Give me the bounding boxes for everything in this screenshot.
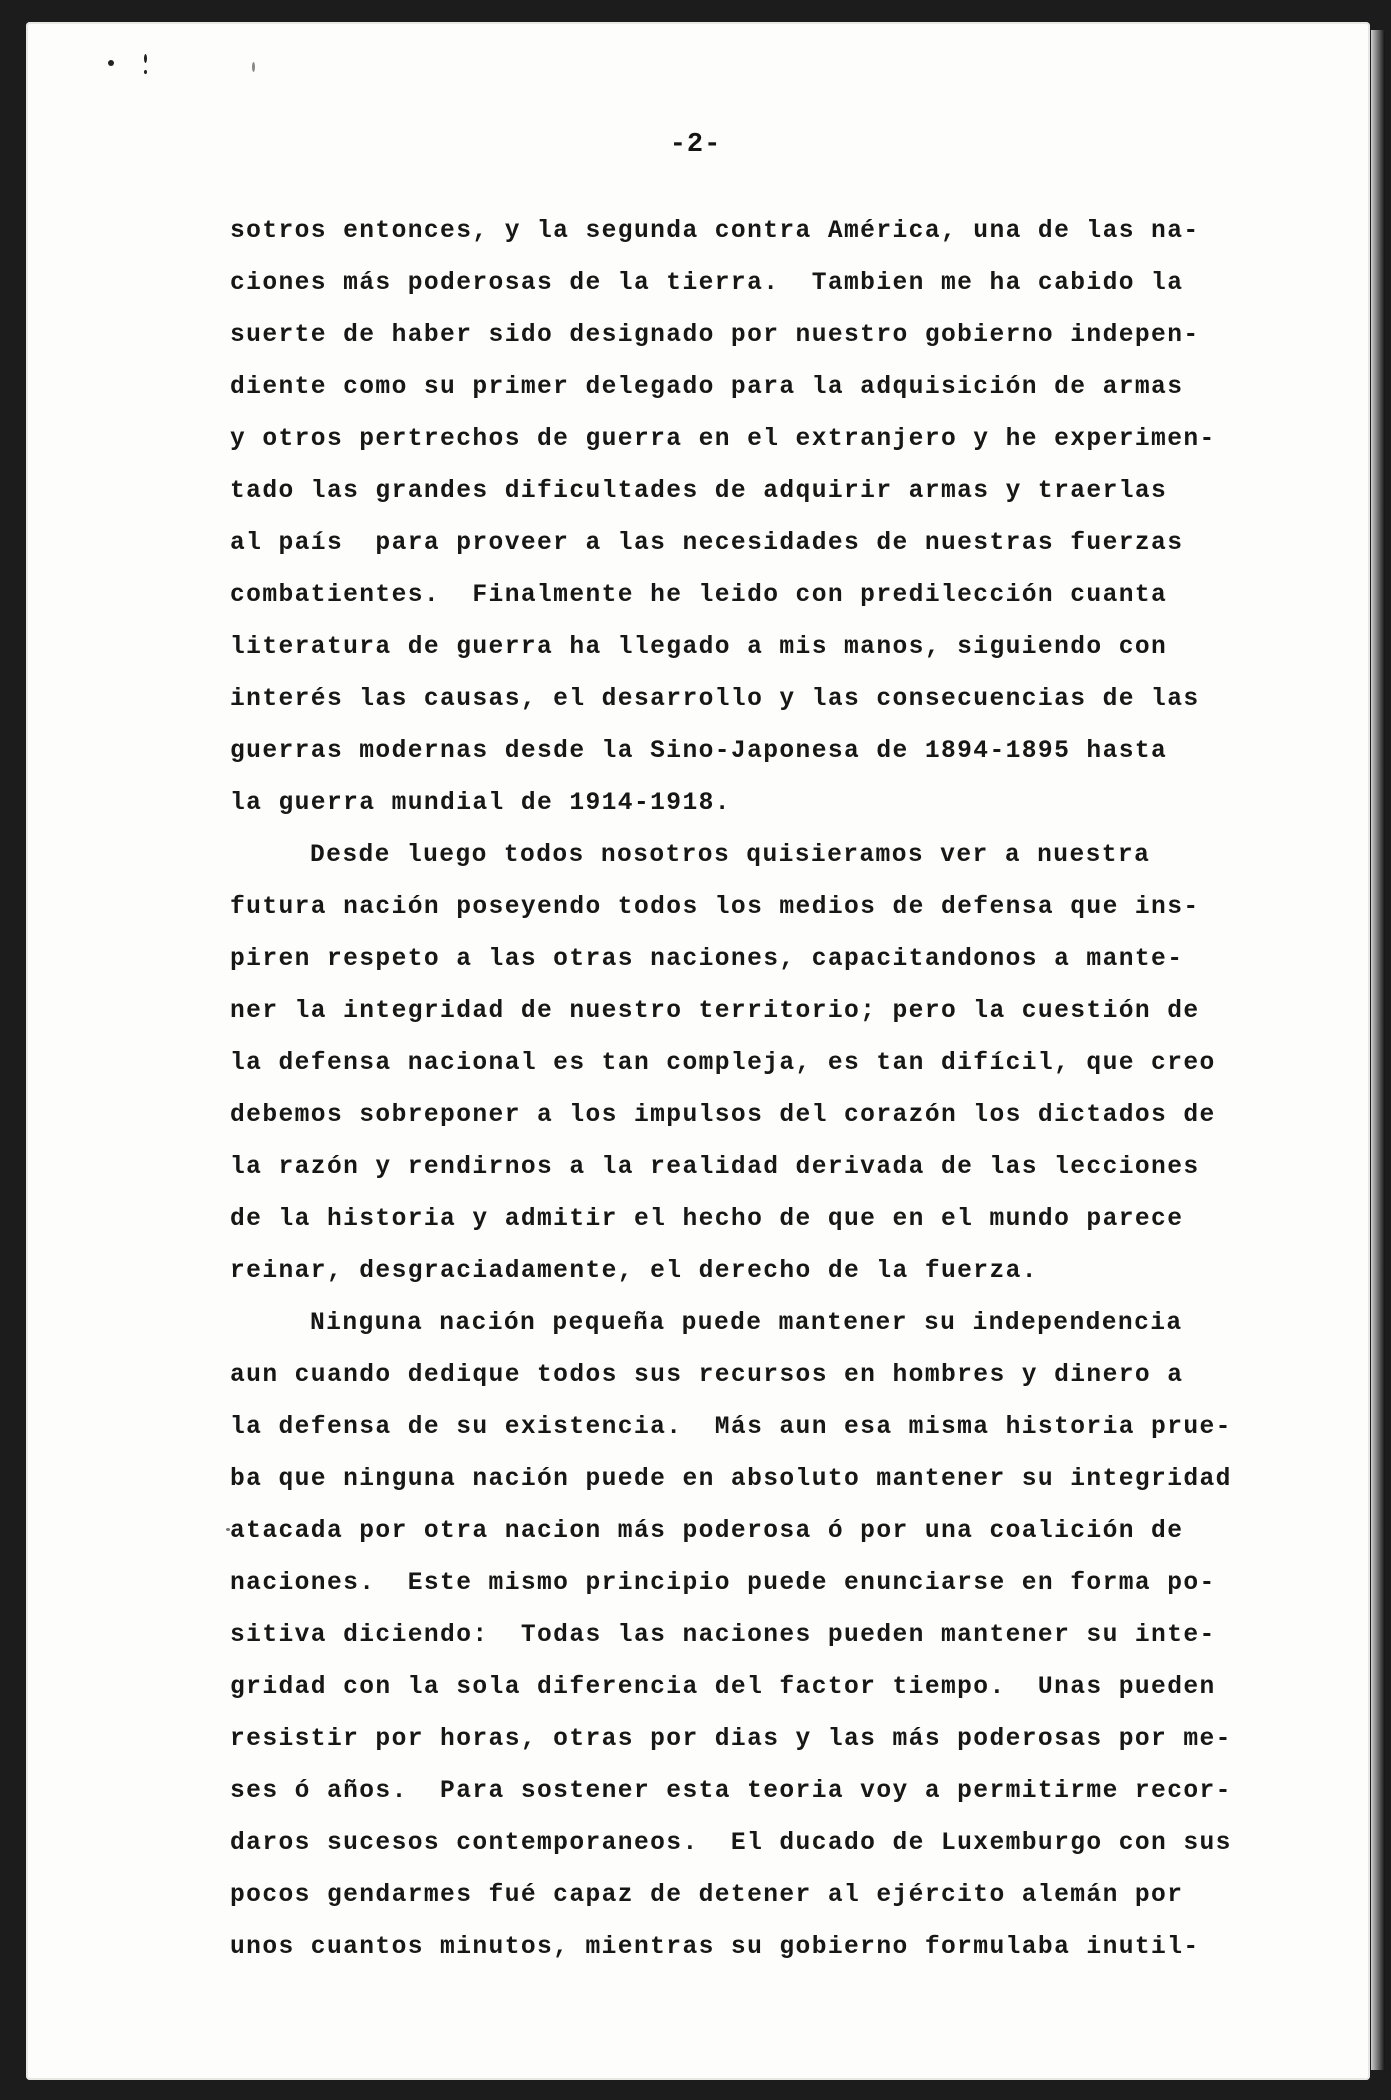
text-line: ner la integridad de nuestro territorio; pero la cuestión de <box>230 998 1200 1025</box>
text-line: naciones. Este mismo principio puede enunciarse en forma po- <box>230 1570 1216 1597</box>
text-line: pocos gendarmes fué capaz de detener al ejército alemán por <box>230 1882 1184 1909</box>
text-line: aun cuando dedique todos sus recursos en hombres y dinero a <box>230 1362 1184 1389</box>
text-line: piren respeto a las otras naciones, capacitandonos a mante- <box>230 946 1184 973</box>
text-line: suerte de haber sido designado por nuestro gobierno indepen- <box>230 322 1200 349</box>
text-line: Ninguna nación pequeña puede mantener su independencia <box>310 1310 1183 1337</box>
text-line: sitiva diciendo: Todas las naciones pueden mantener su inte- <box>230 1622 1216 1649</box>
text-line: unos cuantos minutos, mientras su gobierno formulaba inutil- <box>230 1934 1200 1961</box>
text-line: ba que ninguna nación puede en absoluto mantener su integridad <box>230 1466 1232 1493</box>
scan-edge-shadow <box>1371 30 1385 2070</box>
text-line: reinar, desgraciadamente, el derecho de la fuerza. <box>230 1258 1038 1285</box>
text-line: guerras modernas desde la Sino-Japonesa de 1894-1895 hasta <box>230 738 1168 765</box>
text-line: interés las causas, el desarrollo y las consecuencias de las <box>230 686 1200 713</box>
text-line: combatientes. Finalmente he leido con predilección cuanta <box>230 582 1168 609</box>
page-number: -2- <box>669 130 722 160</box>
text-line: daros sucesos contemporaneos. El ducado de Luxemburgo con sus <box>230 1830 1232 1857</box>
ink-speck <box>252 62 255 72</box>
text-line: Desde luego todos nosotros quisieramos ver a nuestra <box>310 842 1151 869</box>
ink-speck <box>144 70 147 74</box>
text-line: futura nación poseyendo todos los medios de defensa que ins- <box>230 894 1200 921</box>
text-line: la defensa nacional es tan compleja, es tan difícil, que creo <box>230 1050 1216 1077</box>
text-line: la razón y rendirnos a la realidad derivada de las lecciones <box>230 1154 1200 1181</box>
text-line: de la historia y admitir el hecho de que en el mundo parece <box>230 1206 1184 1233</box>
text-line: la defensa de su existencia. Más aun esa misma historia prue- <box>230 1414 1232 1441</box>
text-line: al país para proveer a las necesidades de nuestras fuerzas <box>230 530 1184 557</box>
text-line: ses ó años. Para sostener esta teoria voy a permitirme recor- <box>230 1778 1232 1805</box>
document-body <box>230 206 1230 1974</box>
paragraph <box>230 206 1230 830</box>
text-line: diente como su primer delegado para la adquisición de armas <box>230 374 1184 401</box>
ink-speck <box>108 60 114 66</box>
text-line: debemos sobreponer a los impulsos del corazón los dictados de <box>230 1102 1216 1129</box>
text-line: resistir por horas, otras por dias y las más poderosas por me- <box>230 1726 1232 1753</box>
text-line: la guerra mundial de 1914-1918. <box>230 790 731 817</box>
text-line: y otros pertrechos de guerra en el extranjero y he experimen- <box>230 426 1216 453</box>
text-line: literatura de guerra ha llegado a mis manos, siguiendo con <box>230 634 1168 661</box>
ink-speck <box>144 54 147 63</box>
text-line: tado las grandes dificultades de adquirir armas y traerlas <box>230 478 1168 505</box>
text-line: ciones más poderosas de la tierra. Tambien me ha cabido la <box>230 270 1184 297</box>
text-line: atacada por otra nacion más poderosa ó por una coalición de <box>230 1518 1184 1545</box>
text-line: gridad con la sola diferencia del factor tiempo. Unas pueden <box>230 1674 1216 1701</box>
paragraph <box>230 1298 1230 1974</box>
paragraph <box>230 830 1230 1298</box>
text-line: sotros entonces, y la segunda contra América, una de las na- <box>230 218 1200 245</box>
